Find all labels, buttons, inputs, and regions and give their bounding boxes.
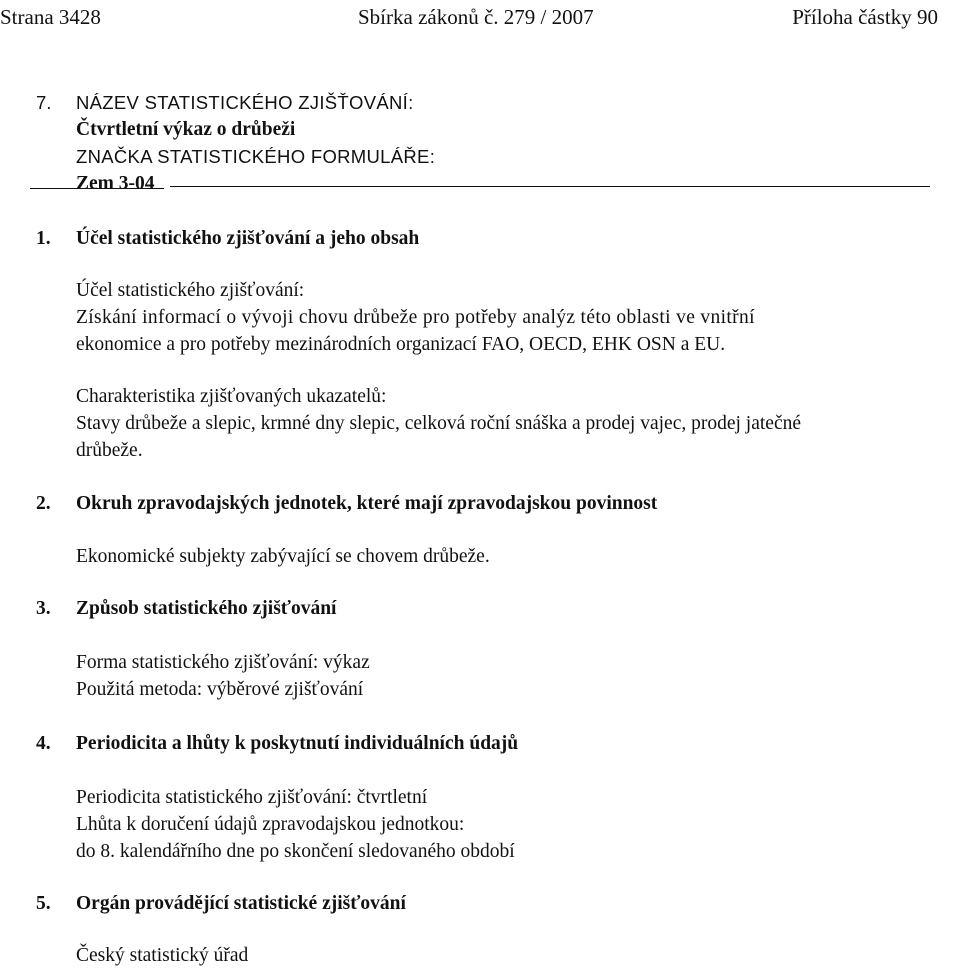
section-text-line: Ekonomické subjekty zabývající se chovem drůbeže. (76, 546, 490, 567)
section-number: 5. (36, 893, 51, 914)
block-text-line: Získání informací o vývoji chovu drůbeže pro potřeby analýz této oblasti ve vnitřní (76, 307, 755, 328)
page-header (0, 0, 960, 36)
section-heading: Účel statistického zjišťování a jeho obsah (76, 228, 420, 249)
divider-right (170, 186, 930, 187)
form-code-value: Zem 3-04 (76, 173, 155, 194)
block-text-line: drůbeže. (76, 440, 143, 461)
section-number: 3. (36, 598, 51, 619)
title-number: 7. (36, 92, 52, 113)
section-heading: Okruh zpravodajských jednotek, které mají zpravodajskou povinnost (76, 493, 658, 514)
appendix-reference: Příloha částky 90 (792, 5, 938, 29)
survey-name-value: Čtvrtletní výkaz o drůbeži (76, 119, 296, 140)
section-heading: Periodicita a lhůty k poskytnutí individuálních údajů (76, 733, 519, 754)
block-label: Účel statistického zjišťování: (76, 280, 305, 301)
block-label: Charakteristika zjišťovaných ukazatelů: (76, 386, 387, 407)
section-text-line: Český statistický úřad (76, 945, 249, 966)
page-number: Strana 3428 (0, 5, 101, 29)
survey-name-label: NÁZEV STATISTICKÉHO ZJIŠŤOVÁNÍ: (76, 92, 414, 113)
section-number: 1. (36, 228, 51, 249)
form-code-label: ZNAČKA STATISTICKÉHO FORMULÁŘE: (76, 146, 436, 167)
block-text-line: Stavy drůbeže a slepic, krmné dny slepic, celková roční snáška a prodej vajec, prodej jatečné (76, 413, 802, 434)
section-text-line: Periodicita statistického zjišťování: čtvrtletní (76, 787, 428, 808)
section-number: 4. (36, 733, 51, 754)
section-number: 2. (36, 493, 51, 514)
section-text-line: do 8. kalendářního dne po skončení sledovaného období (76, 841, 515, 862)
section-heading: Způsob statistického zjišťování (76, 598, 337, 619)
collection-reference: Sbírka zákonů č. 279 / 2007 (358, 5, 594, 29)
section-heading: Orgán provádějící statistické zjišťování (76, 893, 406, 914)
divider-left (30, 188, 164, 189)
section-text-line: Forma statistického zjišťování: výkaz (76, 652, 370, 673)
section-text-line: Použitá metoda: výběrové zjišťování (76, 679, 364, 700)
block-text-line: ekonomice a pro potřeby mezinárodních organizací FAO, OECD, EHK OSN a EU. (76, 334, 726, 355)
section-text-line: Lhůta k doručení údajů zpravodajskou jednotkou: (76, 814, 465, 835)
